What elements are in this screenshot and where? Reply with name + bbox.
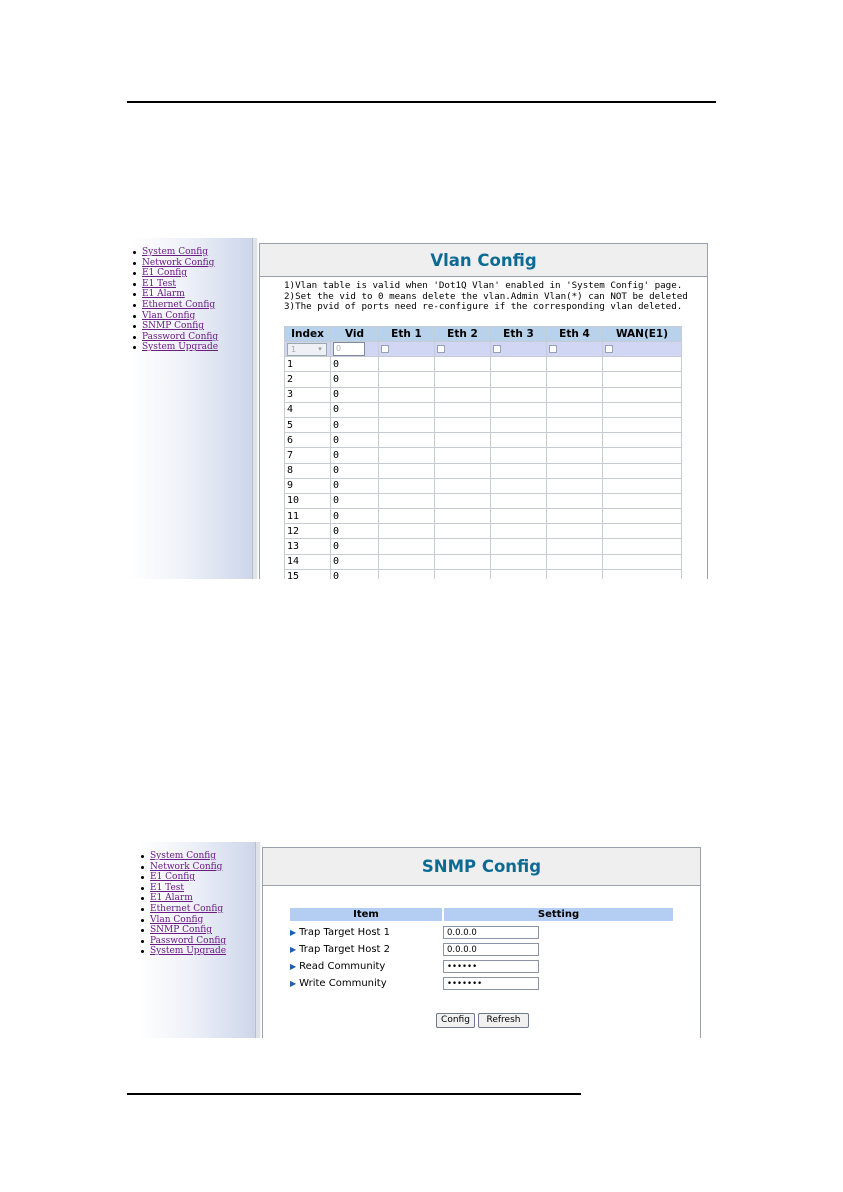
title-bar (263, 848, 700, 886)
port-cell (491, 463, 547, 478)
sidebar-link[interactable]: System Upgrade (142, 342, 219, 353)
port-cell (547, 554, 603, 569)
port-cell (603, 539, 682, 554)
title-bar (260, 244, 707, 277)
port-cell (379, 402, 435, 417)
port-cell (379, 509, 435, 524)
sidebar-link[interactable]: SNMP Config (150, 925, 213, 936)
table-row (285, 493, 682, 508)
table-row (285, 372, 682, 387)
port-cell (547, 509, 603, 524)
column-header: Eth 3 (491, 327, 547, 342)
sidebar-item (130, 300, 252, 311)
row-vid: 0 (331, 402, 379, 417)
page-footer-rule (127, 1093, 581, 1095)
port-cell (547, 417, 603, 432)
row-vid: 0 (331, 417, 379, 432)
table-row (285, 569, 682, 579)
note-1: 1)Vlan table is valid when 'Dot1Q Vlan' enabled in 'System Config' page. (284, 280, 683, 291)
port-cell (379, 539, 435, 554)
table-row (285, 448, 682, 463)
port-cell (603, 372, 682, 387)
table-row (285, 417, 682, 432)
port-cell (379, 493, 435, 508)
port-cell (491, 554, 547, 569)
table-row (285, 509, 682, 524)
port-cell (435, 433, 491, 448)
port-cell (435, 372, 491, 387)
port-cell (435, 463, 491, 478)
arrow-right-icon: ▶ (290, 979, 297, 988)
port-cell (547, 569, 603, 579)
port-cell (603, 478, 682, 493)
config-button[interactable]: Config (436, 1013, 475, 1028)
setting-input[interactable]: ••••••• (443, 977, 539, 990)
sidebar-item (130, 332, 252, 343)
sidebar-link[interactable]: E1 Alarm (150, 893, 193, 904)
sidebar-item (138, 946, 255, 957)
row-index: 5 (285, 417, 331, 432)
port-cell (435, 417, 491, 432)
note-3: 3)The pvid of ports need re-configure if the corresponding vlan deleted. (284, 301, 683, 312)
column-header: Eth 2 (435, 327, 491, 342)
setting-label-text: Trap Target Host 2 (299, 944, 390, 955)
sidebar-link[interactable]: E1 Alarm (142, 289, 185, 300)
eth4-checkbox[interactable] (549, 345, 557, 353)
sidebar-item (130, 289, 252, 300)
vid-input[interactable]: 0 (333, 342, 365, 356)
port-cell (603, 448, 682, 463)
column-header: WAN(E1) (603, 327, 682, 342)
port-cell (603, 569, 682, 579)
sidebar-link[interactable]: Vlan Config (142, 310, 196, 321)
vlan-config-screenshot (130, 238, 708, 579)
sidebar (138, 842, 255, 1038)
port-cell (379, 569, 435, 579)
port-cell (603, 357, 682, 372)
port-cell (603, 554, 682, 569)
snmp-setting-row (290, 924, 539, 941)
setting-label (290, 978, 443, 989)
table-row (285, 478, 682, 493)
snmp-setting-row (290, 975, 539, 992)
table-row (285, 357, 682, 372)
eth2-checkbox[interactable] (437, 345, 445, 353)
port-cell (491, 509, 547, 524)
row-vid: 0 (331, 357, 379, 372)
sidebar-item (138, 862, 255, 873)
row-index: 6 (285, 433, 331, 448)
row-index: 15 (285, 569, 331, 579)
table-row (285, 539, 682, 554)
column-header: Vid (331, 327, 379, 342)
port-cell (379, 357, 435, 372)
sidebar-item (130, 311, 252, 322)
arrow-right-icon: ▶ (290, 945, 297, 954)
port-cell (379, 478, 435, 493)
header-item: Item (290, 908, 442, 921)
sidebar-divider (252, 238, 258, 579)
sidebar-item (130, 342, 252, 353)
sidebar-link[interactable]: Network Config (150, 861, 223, 872)
setting-input[interactable]: 0.0.0.0 (443, 926, 539, 939)
sidebar-link[interactable]: Ethernet Config (142, 299, 216, 310)
sidebar-link[interactable]: Password Config (150, 935, 227, 946)
sidebar-link[interactable]: Network Config (142, 257, 215, 268)
sidebar-link[interactable]: System Config (142, 247, 209, 257)
column-header: Eth 1 (379, 327, 435, 342)
sidebar-item (138, 872, 255, 883)
port-cell (435, 448, 491, 463)
port-cell (435, 554, 491, 569)
snmp-setting-row (290, 958, 539, 975)
port-cell (379, 463, 435, 478)
port-cell (491, 402, 547, 417)
port-cell (435, 493, 491, 508)
row-vid: 0 (331, 387, 379, 402)
snmp-setting-row (290, 941, 539, 958)
port-cell (603, 524, 682, 539)
table-row (285, 554, 682, 569)
row-index: 11 (285, 509, 331, 524)
port-cell (603, 402, 682, 417)
port-cell (379, 524, 435, 539)
port-cell (547, 463, 603, 478)
column-header: Index (285, 327, 331, 342)
port-cell (435, 387, 491, 402)
page-title: Vlan Config (430, 250, 537, 270)
sidebar-item (138, 904, 255, 915)
port-cell (547, 478, 603, 493)
port-cell (379, 372, 435, 387)
sidebar-link[interactable]: E1 Config (142, 268, 188, 279)
snmp-content-panel (262, 847, 701, 1038)
port-cell (491, 478, 547, 493)
sidebar-link[interactable]: SNMP Config (142, 321, 205, 332)
row-index: 2 (285, 372, 331, 387)
port-cell (547, 539, 603, 554)
port-cell (603, 417, 682, 432)
row-vid: 0 (331, 524, 379, 539)
port-cell (547, 433, 603, 448)
wan-e1-checkbox[interactable] (605, 345, 613, 353)
snmp-table-header (290, 908, 673, 921)
port-cell (547, 493, 603, 508)
port-cell (491, 372, 547, 387)
page-header-rule (127, 101, 716, 103)
port-cell (379, 554, 435, 569)
port-cell (491, 387, 547, 402)
port-cell (491, 493, 547, 508)
row-index: 8 (285, 463, 331, 478)
sidebar-item (138, 893, 255, 904)
port-cell (435, 509, 491, 524)
row-index: 3 (285, 387, 331, 402)
port-cell (547, 387, 603, 402)
arrow-right-icon: ▶ (290, 962, 297, 971)
port-cell (435, 402, 491, 417)
setting-label-text: Trap Target Host 1 (299, 927, 390, 938)
sidebar-link[interactable]: System Config (150, 851, 217, 861)
row-vid: 0 (331, 569, 379, 579)
port-cell (435, 478, 491, 493)
sidebar-item (138, 883, 255, 894)
row-vid: 0 (331, 448, 379, 463)
index-select[interactable]: 1 ▾ (287, 343, 327, 356)
vlan-notes (284, 281, 688, 313)
setting-input[interactable]: 0.0.0.0 (443, 943, 539, 956)
note-2: 2)Set the vid to 0 means delete the vlan.Admin Vlan(*) can NOT be deleted (284, 290, 688, 302)
port-cell (491, 524, 547, 539)
sidebar-link[interactable]: Vlan Config (150, 914, 204, 925)
row-index: 1 (285, 357, 331, 372)
port-cell (603, 463, 682, 478)
sidebar-item (130, 321, 252, 332)
sidebar-link[interactable]: Password Config (142, 331, 219, 342)
port-cell (491, 357, 547, 372)
table-row (285, 387, 682, 402)
port-cell (435, 524, 491, 539)
port-cell (435, 569, 491, 579)
sidebar-link[interactable]: E1 Config (150, 872, 196, 883)
port-cell (491, 433, 547, 448)
chevron-down-icon: ▾ (318, 344, 322, 353)
sidebar-link[interactable]: E1 Test (142, 278, 177, 289)
row-vid: 0 (331, 463, 379, 478)
row-vid: 0 (331, 554, 379, 569)
column-header: Eth 4 (547, 327, 603, 342)
row-index: 14 (285, 554, 331, 569)
port-cell (547, 372, 603, 387)
port-cell (491, 448, 547, 463)
port-cell (603, 493, 682, 508)
row-vid: 0 (331, 372, 379, 387)
sidebar-item (138, 915, 255, 926)
port-cell (603, 433, 682, 448)
port-cell (547, 524, 603, 539)
row-index: 7 (285, 448, 331, 463)
row-index: 10 (285, 493, 331, 508)
port-cell (603, 509, 682, 524)
port-cell (379, 448, 435, 463)
sidebar-link[interactable]: E1 Test (150, 882, 185, 893)
port-cell (379, 417, 435, 432)
sidebar-item (130, 268, 252, 279)
sidebar-link[interactable]: Ethernet Config (150, 903, 224, 914)
table-row (285, 463, 682, 478)
refresh-button[interactable]: Refresh (478, 1013, 529, 1028)
page-title: SNMP Config (421, 857, 542, 876)
row-vid: 0 (331, 509, 379, 524)
port-cell (547, 357, 603, 372)
table-row (285, 524, 682, 539)
sidebar-item (130, 258, 252, 269)
eth3-checkbox[interactable] (493, 345, 501, 353)
port-cell (379, 433, 435, 448)
port-cell (491, 539, 547, 554)
sidebar-divider (255, 842, 261, 1038)
port-cell (379, 387, 435, 402)
table-row (285, 402, 682, 417)
vlan-table (284, 326, 682, 579)
sidebar-item (130, 247, 252, 258)
setting-label-text: Write Community (299, 978, 387, 989)
row-index: 12 (285, 524, 331, 539)
snmp-config-screenshot (138, 842, 701, 1038)
port-cell (491, 417, 547, 432)
sidebar-item (138, 851, 255, 862)
port-cell (435, 357, 491, 372)
sidebar-link[interactable]: System Upgrade (150, 946, 227, 957)
port-cell (491, 569, 547, 579)
sidebar-item (138, 936, 255, 947)
vlan-content-panel (259, 243, 708, 579)
sidebar (130, 238, 252, 579)
row-index: 13 (285, 539, 331, 554)
row-vid: 0 (331, 539, 379, 554)
setting-label (290, 927, 443, 938)
vlan-edit-row (285, 342, 682, 357)
row-vid: 0 (331, 493, 379, 508)
sidebar-item (138, 925, 255, 936)
setting-input[interactable]: •••••• (443, 960, 539, 973)
header-setting: Setting (444, 908, 673, 921)
port-cell (435, 539, 491, 554)
port-cell (547, 448, 603, 463)
port-cell (603, 387, 682, 402)
row-index: 9 (285, 478, 331, 493)
row-index: 4 (285, 402, 331, 417)
row-vid: 0 (331, 478, 379, 493)
setting-label (290, 961, 443, 972)
arrow-right-icon: ▶ (290, 928, 297, 937)
sidebar-item (130, 279, 252, 290)
setting-label-text: Read Community (299, 961, 386, 972)
eth1-checkbox[interactable] (381, 345, 389, 353)
table-row (285, 433, 682, 448)
port-cell (547, 402, 603, 417)
setting-label (290, 944, 443, 955)
row-vid: 0 (331, 433, 379, 448)
